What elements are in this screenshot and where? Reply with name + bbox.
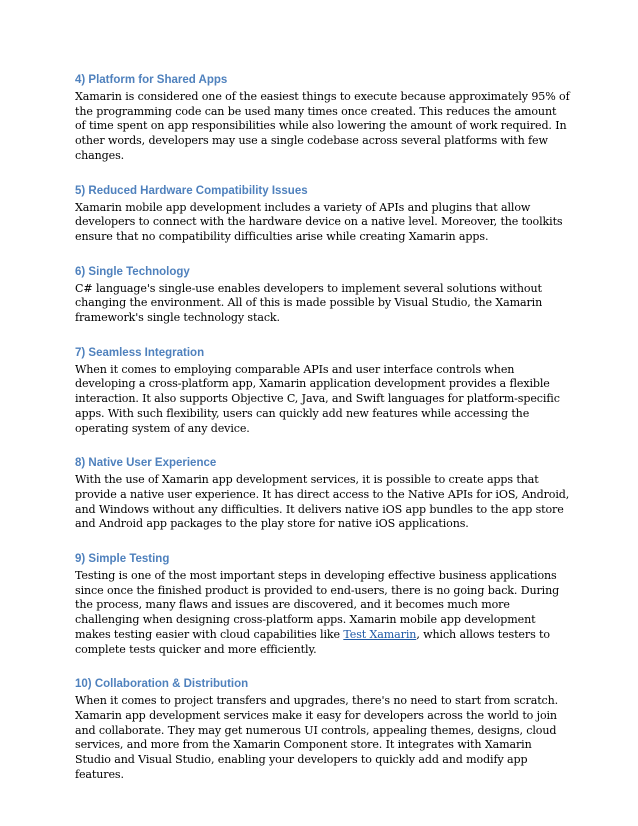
section-heading: 8) Native User Experience xyxy=(75,457,217,470)
section-native-user-experience xyxy=(75,456,570,532)
section-paragraph: With the use of Xamarin app development services, it is possible to create apps that provide a native user experience. It has direct access to the Native APIs for iOS, Android, and Windows without any difficulties. It delivers native iOS app bundles to the app store and Android app packages to the play store for native iOS applications. xyxy=(75,473,570,531)
section-heading: 6) Single Technology xyxy=(75,265,190,278)
section-single-technology xyxy=(75,265,570,326)
section-paragraph: Xamarin is considered one of the easiest things to execute because approximately 95% of the programming code can be used many times once created. This reduces the amount of time spent on app responsibilities while also lowering the amount of work required. In other words, developers may use a single codebase across several platforms with few changes. xyxy=(75,90,570,162)
section-heading: 4) Platform for Shared Apps xyxy=(75,74,228,86)
section-paragraph xyxy=(75,569,570,657)
section-reduced-hardware-compatibility xyxy=(75,184,570,245)
paragraph-text-before-link: Testing is one of the most important steps in developing effective business applications since once the finished product is provided to end-users, there is no going back. During the process, many flaws and issues are discovered, and it becomes much more challenging when designing cross-platform apps. Xamarin mobile app development makes testing easier with cloud capabilities like xyxy=(75,569,560,641)
section-paragraph: When it comes to project transfers and upgrades, there's no need to start from scratch. Xamarin app development services make it easy for developers across the world to join and collaborate. They may get numerous UI controls, appealing themes, designs, cloud services, and more from the Xamarin Component store. It integrates with Xamarin Studio and Visual Studio, enabling your developers to quickly add and modify app features. xyxy=(75,694,559,781)
paragraph-text-after-link: , which allows testers to complete tests quicker and more efficiently. xyxy=(75,627,550,656)
section-paragraph: When it comes to employing comparable APIs and user interface controls when developing a cross-platform app, Xamarin application development provides a flexible interaction. It also supports Objective C, Java, and Swift languages for platform-specific apps. With such flexibility, users can quickly add new features while accessing the operating system of any device. xyxy=(75,362,560,435)
section-seamless-integration xyxy=(75,346,570,437)
section-collaboration-distribution xyxy=(75,677,570,782)
test-xamarin-link[interactable]: Test Xamarin xyxy=(343,627,417,641)
section-platform-shared-apps xyxy=(75,73,570,164)
section-paragraph: Xamarin mobile app development includes a variety of APIs and plugins that allow developers to connect with the hardware device on a native level. Moreover, the toolkits ensure that no compatibility difficulties arise while creating Xamarin apps. xyxy=(75,200,563,243)
section-simple-testing xyxy=(75,552,570,657)
section-heading: 5) Reduced Hardware Compatibility Issues xyxy=(75,184,308,197)
section-heading: 10) Collaboration & Distribution xyxy=(75,678,249,691)
document-page xyxy=(75,73,570,803)
section-heading: 7) Seamless Integration xyxy=(75,346,205,359)
section-paragraph: C# language's single-use enables developers to implement several solutions without changing the environment. All of this is made possible by Visual Studio, the Xamarin framework's single technology stack. xyxy=(75,281,543,325)
section-heading: 9) Simple Testing xyxy=(75,553,170,566)
